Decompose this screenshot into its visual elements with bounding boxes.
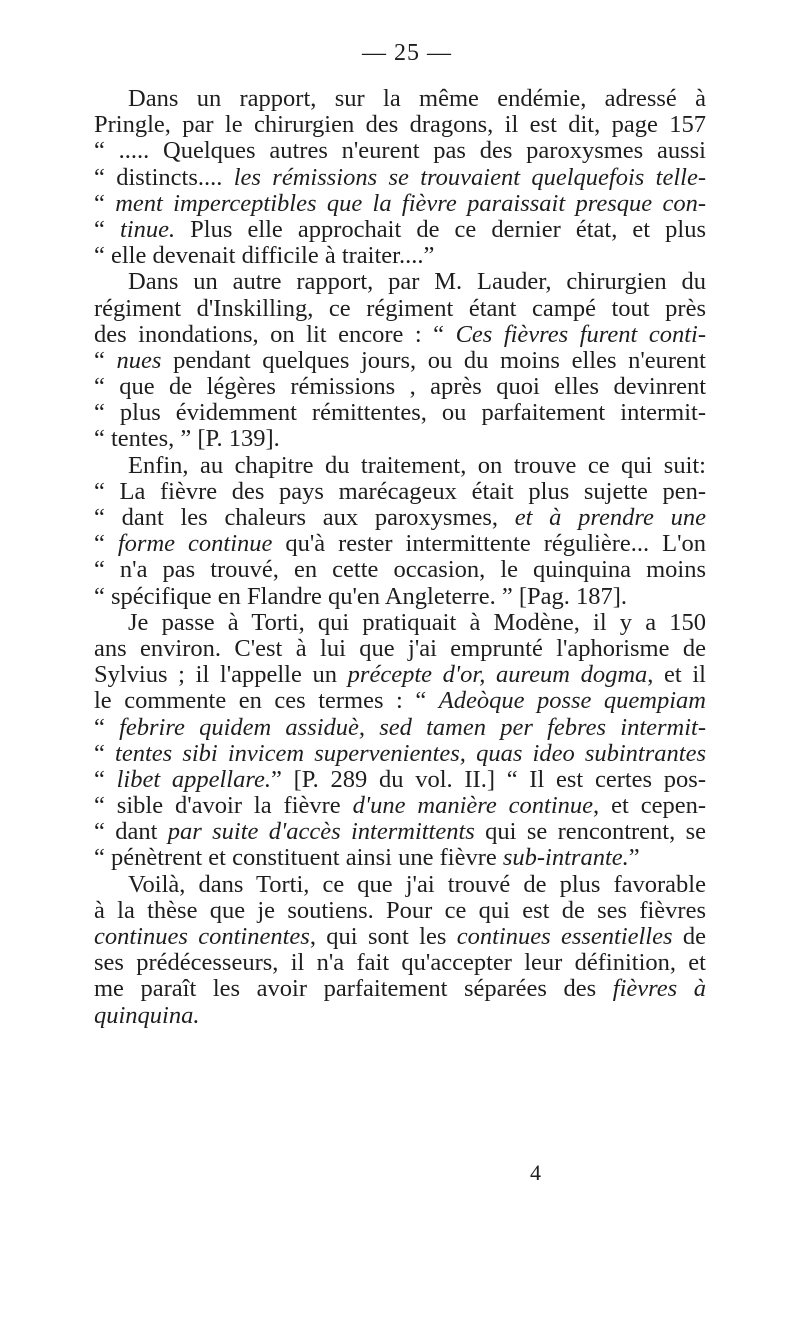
text-line: à la thèse que je soutiens. Pour ce qui est de ses fièvres — [94, 896, 706, 924]
text-line: “ ..... Quelques autres n'eurent pas des paroxysmes aussi — [94, 137, 706, 165]
text-line: Pringle, par le chirurgien des dragons, il est dit, page 157 — [94, 111, 706, 139]
text-line: “ dant les chaleurs aux paroxysmes, et à prendre une — [94, 504, 706, 531]
text-line: “ dant par suite d'accès intermittents qui se rencontrent, se — [94, 818, 706, 846]
text-line: me paraît les avoir parfaitement séparées des fièvres à — [94, 975, 706, 1003]
text-line: “ pénètrent et constituent ainsi une fièvre sub-intrante.” — [94, 844, 640, 872]
text-line: Dans un rapport, sur la même endémie, adressé à — [128, 85, 706, 112]
text-line: Je passe à Torti, qui pratiquait à Modène, il y a 150 — [128, 608, 706, 636]
text-line: “ tinue. Plus elle approchait de ce dernier état, et plus — [94, 215, 706, 243]
signature-mark: 4 — [530, 1160, 541, 1185]
text-line: “ forme continue qu'à rester intermittente régulière... L'on — [94, 530, 707, 558]
text-line: “ tentes, ” [P. 139]. — [94, 425, 280, 453]
text-line: Enfin, au chapitre du traitement, on trouve ce qui suit: — [128, 451, 706, 479]
text-line: “ La fièvre des pays marécageux était plus sujette pen- — [94, 477, 706, 505]
text-line: régiment d'Inskilling, ce régiment étant campé tout près — [94, 294, 706, 322]
text-line: des inondations, on lit encore : “ Ces fièvres furent conti- — [94, 320, 706, 348]
text-line: “ febrire quidem assiduè, sed tamen per febres intermit- — [94, 713, 706, 741]
text-line: “ spécifique en Flandre qu'en Angleterre. ” [Pag. 187]. — [94, 582, 628, 610]
text-line: “ que de légères rémissions , après quoi elles devinrent — [94, 373, 706, 401]
text-line: “ distincts.... les rémissions se trouvaient quelquefois telle- — [94, 163, 706, 191]
body-text — [94, 86, 706, 1029]
text-line: continues continentes, qui sont les continues essentielles de — [94, 923, 706, 950]
text-line: Voilà, dans Torti, ce que j'ai trouvé de plus favorable — [128, 870, 706, 898]
text-line: “ ment imperceptibles que la fièvre paraissait presque con- — [94, 189, 707, 217]
text-line: Dans un autre rapport, par M. Lauder, chirurgien du — [128, 268, 706, 296]
text-line: “ tentes sibi invicem supervenientes, quas ideo subintrantes — [94, 739, 706, 767]
text-line: “ plus évidemment rémittentes, ou parfaitement intermit- — [94, 399, 706, 427]
text-line: “ elle devenait difficile à traiter....” — [94, 242, 435, 270]
page-number: — 25 — — [362, 40, 452, 66]
text-line: “ n'a pas trouvé, en cette occasion, le quinquina moins — [94, 556, 706, 584]
text-line: le commente en ces termes : “ Adeòque posse quempiam — [94, 687, 706, 715]
text-line: Sylvius ; il l'appelle un précepte d'or, aureum dogma, et il — [94, 661, 706, 689]
text-line: “ sible d'avoir la fièvre d'une manière continue, et cepen- — [94, 792, 706, 820]
text-line: “ libet appellare.” [P. 289 du vol. II.] “ Il est certes pos- — [94, 765, 706, 793]
text-line: ans environ. C'est à lui que j'ai emprunté l'aphorisme de — [94, 634, 706, 662]
text-line: quinquina. — [94, 1001, 200, 1029]
book-page — [94, 38, 706, 1029]
text-line: ses prédécesseurs, il n'a fait qu'accepter leur définition, et — [94, 949, 706, 977]
text-line: “ nues pendant quelques jours, ou du moins elles n'eurent — [94, 346, 706, 374]
